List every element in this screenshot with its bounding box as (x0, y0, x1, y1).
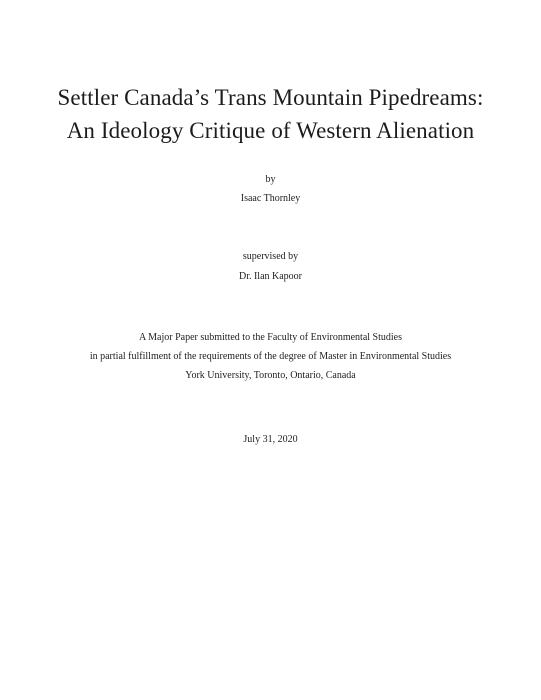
title-line-1: Settler Canada’s Trans Mountain Pipedreams: (57, 85, 484, 110)
by-label: by (265, 174, 276, 185)
submission-line-2: in partial fulfillment of the requirements of the degree of Master in Environmental Studies (89, 351, 452, 362)
supervised-by-label: supervised by (242, 251, 299, 262)
supervisor-name: Dr. Ilan Kapoor (238, 271, 303, 282)
submission-line-3: York University, Toronto, Ontario, Canada (185, 370, 356, 381)
title-line-2: An Ideology Critique of Western Alienation (66, 118, 475, 143)
author-name: Isaac Thornley (240, 193, 301, 204)
submission-date: July 31, 2020 (243, 434, 298, 445)
submission-line-1: A Major Paper submitted to the Faculty of Environmental Studies (138, 332, 403, 343)
